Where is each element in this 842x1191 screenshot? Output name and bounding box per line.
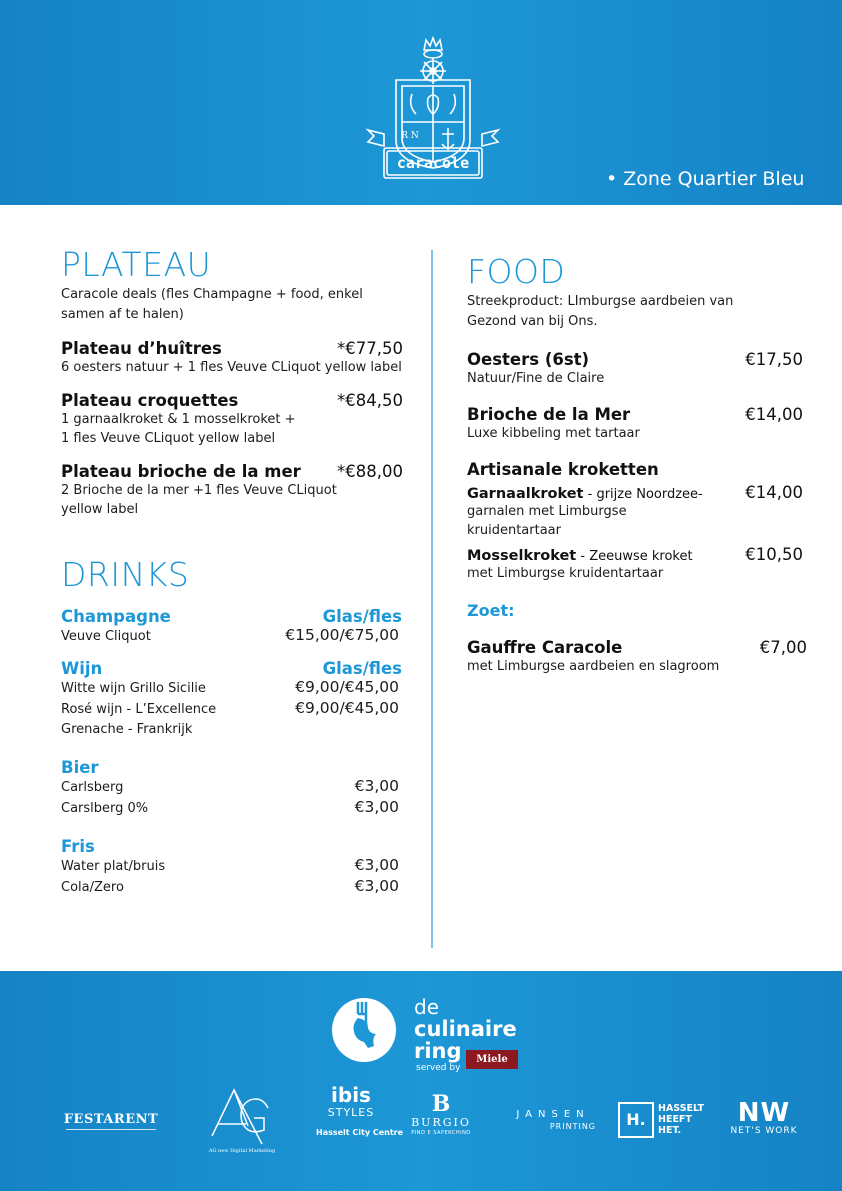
kroket-note: - Zeeuwse kroket (576, 549, 693, 564)
ring-line-3: ring (414, 1039, 462, 1063)
ibis-text: ibis (331, 1083, 371, 1107)
drink-name: Water plat/bruis (61, 859, 166, 874)
header-band (0, 0, 842, 205)
served-by-label: served by (416, 1063, 461, 1073)
drink-name: Grenache - Frankrijk (61, 722, 193, 737)
drink-category: Wijn (61, 659, 103, 678)
burgio-sub-text: PINO E SAPERCHINO (411, 1130, 471, 1136)
item-price: €14,00 (745, 405, 803, 424)
kroket-item (467, 483, 803, 540)
drink-unit: Glas/fles (322, 607, 402, 626)
ibis-location-text: Hasselt City Centre (316, 1128, 404, 1137)
kroket-name: Mosselkroket (467, 548, 577, 564)
drink-group-bier (61, 758, 403, 819)
drink-name: Witte wijn Grillo Sicilie (61, 681, 206, 696)
item-name: Gauffre Caracole (467, 638, 623, 657)
plateau-item (61, 339, 403, 377)
brand-text: caracole (396, 154, 470, 172)
item-price: *€88,00 (337, 462, 403, 481)
plateau-intro: Caracole deals (fles Champagne + food, enkel samen af te halen) (61, 287, 363, 322)
drink-price: €3,00 (354, 877, 399, 895)
item-price: *€77,50 (337, 339, 403, 358)
festarent-text: FESTARENT (63, 1112, 159, 1127)
drink-name: Rosé wijn - L’Excellence (61, 702, 217, 717)
food-intro: Streekproduct: LImburgse aardbeien van Gezond van bij Ons. (467, 294, 734, 329)
jansen-printing-logo (506, 1108, 600, 1131)
nw-text: NET'S WORK (730, 1126, 798, 1136)
drink-row (61, 678, 403, 699)
drink-unit: Glas/fles (322, 659, 402, 678)
item-desc: Luxe kibbeling met tartaar (467, 426, 640, 441)
drink-price: €15,00/€75,00 (285, 626, 399, 644)
zone-label: • Zone Quartier Bleu (606, 168, 805, 190)
item-desc: 6 oesters natuur + 1 fles Veuve CLiquot yellow label (61, 360, 402, 375)
drinks-title: DRINKS (61, 555, 190, 594)
food-title: FOOD (467, 252, 566, 291)
drink-category: Fris (61, 837, 95, 856)
item-name: Plateau brioche de la mer (61, 462, 301, 481)
hasselt-mark: H. (618, 1102, 654, 1138)
drink-price: €9,00/€45,00 (295, 678, 399, 696)
kroket-name: Garnaalkroket (467, 486, 584, 502)
caracole-crest-logo (362, 34, 504, 184)
hasselt-line-3: HET. (658, 1125, 682, 1136)
ring-line-1: de (414, 995, 439, 1019)
drink-row (61, 720, 403, 740)
plateau-title: PLATEAU (61, 245, 212, 284)
drink-price: €3,00 (354, 777, 399, 795)
drink-name: Carlsberg (61, 780, 124, 795)
plateau-item (61, 391, 403, 448)
jansen-text: JANSEN (516, 1109, 590, 1120)
drink-name: Carslberg 0% (61, 801, 149, 816)
kroket-item (467, 545, 803, 583)
jansen-sub-text: PRINTING (549, 1122, 596, 1131)
item-name: Plateau croquettes (61, 391, 239, 410)
item-desc: met Limburgse aardbeien en slagroom (467, 659, 720, 674)
burgio-text: BURGIO (411, 1116, 471, 1129)
drink-category: Champagne (61, 607, 171, 626)
crown-icon (424, 38, 442, 50)
item-price: €17,50 (745, 350, 803, 369)
ag-logo (208, 1086, 274, 1148)
hasselt-heeft-het-logo (658, 1103, 704, 1136)
drink-price: €3,00 (354, 856, 399, 874)
kroket-note: - grijze Noordzee- (583, 487, 703, 502)
drink-row (61, 856, 403, 877)
item-desc: met Limburgse kruidentartaar (467, 566, 664, 581)
festarent-logo (60, 1112, 162, 1130)
ag-caption: AG new Digital Marketing (208, 1148, 276, 1154)
food-item (467, 350, 803, 388)
ring-line-2: culinaire (414, 1017, 517, 1041)
kroketten-section (467, 460, 803, 583)
item-name: Brioche de la Mer (467, 405, 631, 424)
drink-price: €3,00 (354, 798, 399, 816)
drink-name: Cola/Zero (61, 880, 124, 895)
nw-mark: NW (737, 1098, 791, 1128)
drink-price: €9,00/€45,00 (295, 699, 399, 717)
burgio-mark: B (431, 1091, 451, 1117)
item-price: €10,50 (745, 545, 803, 564)
item-desc: garnalen met Limburgse kruidentartaar (467, 504, 627, 538)
item-price: €7,00 (759, 638, 807, 657)
kroketten-title: Artisanale kroketten (467, 460, 659, 479)
item-price: €14,00 (745, 483, 803, 502)
drink-row (61, 777, 403, 798)
drink-row (61, 877, 403, 898)
drink-group-wijn (61, 659, 403, 740)
nets-work-logo (726, 1100, 802, 1136)
drink-category: Bier (61, 758, 99, 777)
drink-row (61, 699, 403, 720)
food-item (467, 405, 803, 443)
burgio-logo (400, 1092, 482, 1136)
zoet-label: Zoet: (467, 601, 515, 620)
item-desc: 1 garnaalkroket & 1 mosselkroket + 1 fles Veuve CLiquot yellow label (61, 412, 296, 446)
item-name: Plateau d’huîtres (61, 339, 222, 358)
item-price: *€84,50 (337, 391, 403, 410)
hasselt-line-2: HEEFT (658, 1114, 692, 1125)
item-desc: 2 Brioche de la mer +1 fles Veuve CLiquot yellow label (61, 483, 337, 517)
column-divider (431, 250, 433, 948)
drink-row (61, 798, 403, 819)
hasselt-line-1: HASSELT (658, 1103, 705, 1114)
drink-row (61, 626, 403, 647)
item-name: Oesters (6st) (467, 350, 590, 369)
drink-name: Veuve Cliquot (61, 629, 151, 644)
drink-group-fris (61, 837, 403, 898)
item-name (467, 548, 693, 564)
miele-logo: Miele (466, 1050, 518, 1069)
drink-group-champagne (61, 607, 403, 647)
dessert-item (467, 638, 807, 676)
left-column (61, 245, 403, 898)
ibis-styles-text: STYLES (327, 1106, 375, 1119)
culinaire-ring-c-icon (328, 996, 408, 1064)
ibis-styles-logo (316, 1083, 404, 1137)
plateau-item (61, 462, 403, 519)
right-column (467, 252, 807, 676)
item-desc: Natuur/Fine de Claire (467, 371, 605, 386)
item-name (467, 486, 703, 502)
monogram-text: R N (401, 131, 419, 141)
